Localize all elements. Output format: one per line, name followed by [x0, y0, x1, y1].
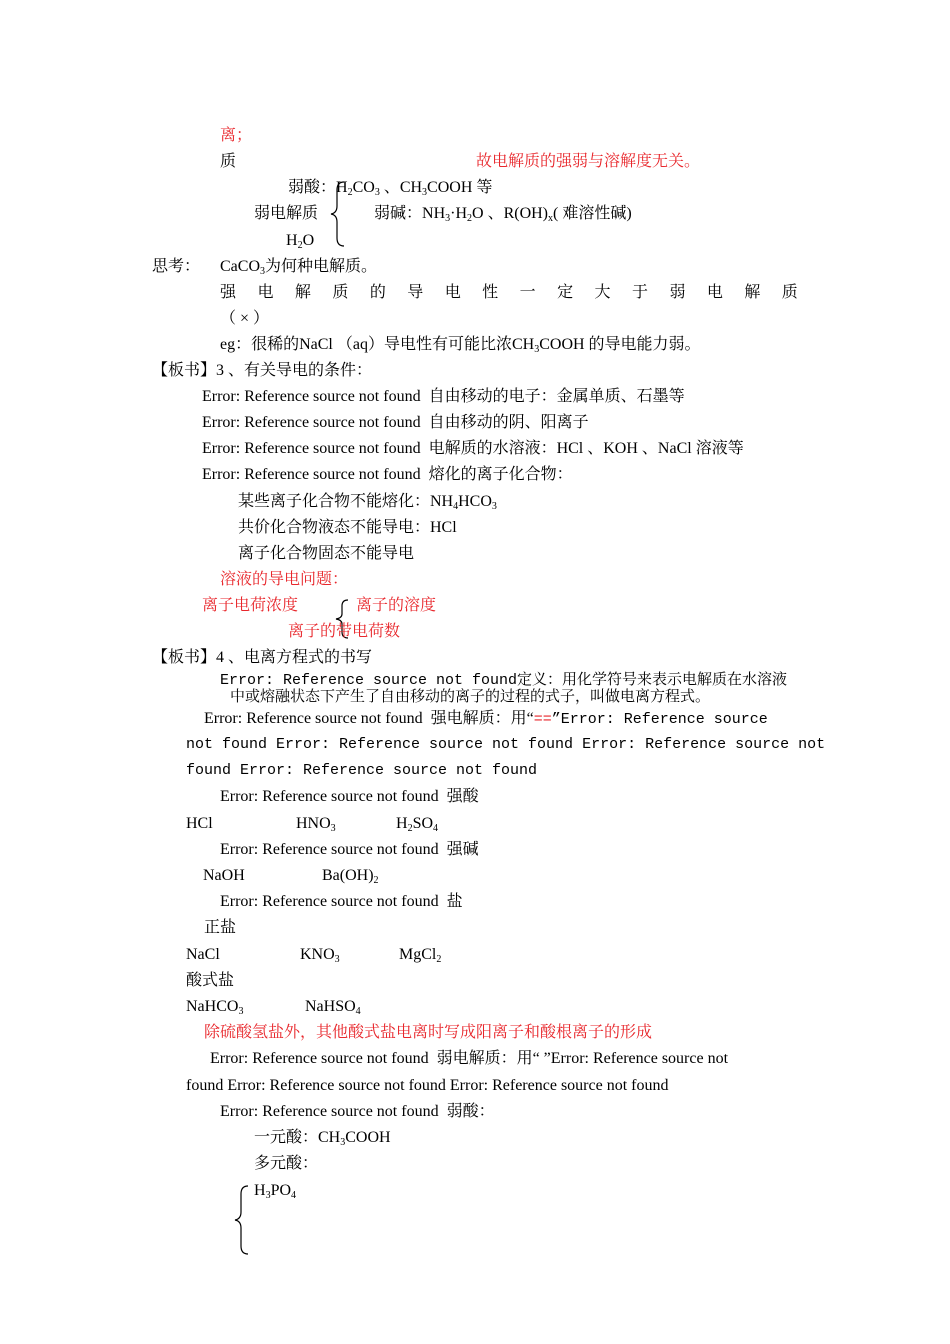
monoprotic-acid: 一元酸：$CH_3COOH$ [254, 1129, 391, 1148]
brace-weak-electrolyte [328, 180, 348, 248]
strong-base-heading: Error: Reference source not found 强碱 [220, 841, 479, 858]
board3-row-2: Error: Reference source not found 自由移动的阴、阳离子 [202, 414, 589, 431]
red-note-solubility: 故电解质的强弱与溶解度无关。 [476, 153, 701, 170]
acid-salt-nahco3: NaHCO$_3$ [186, 998, 244, 1017]
weak-acid-line: 弱酸：$H_2CO_3$ 、$CH_3COOH$ 等 [288, 179, 493, 198]
normal-salt-label: 正盐 [204, 919, 237, 936]
weak-acid-heading: Error: Reference source not found 弱酸： [220, 1103, 495, 1120]
board3-title: 【板书】3 、有关导电的条件： [152, 362, 373, 379]
acid-salt-label: 酸式盐 [186, 972, 235, 989]
weak-electrolyte-cont: found Error: Reference source not found Error: Reference source not found [186, 1077, 669, 1094]
think-statement: 强 电 解 质 的 导 电 性 一 定 大 于 弱 电 解 质 [220, 284, 798, 301]
think-example: eg：很稀的NaCl （aq）导电性有可能比浓$CH_3COOH$ 的导电能力弱。 [220, 336, 701, 355]
text-li: 离； [220, 127, 253, 144]
red-ion-solubility: 离子的溶度 [356, 597, 437, 614]
board3-sub-3: 离子化合物固态不能导电 [238, 545, 415, 562]
board4-definition-1: Error: Reference source not found定义：用化学符号来表示电解质在水溶液 [220, 672, 788, 689]
h3po4-formula: $H_3PO_4$ [254, 1182, 297, 1201]
normal-salt-mgcl2: MgCl$_2$ [399, 946, 442, 965]
strong-acid-hcl: HCl [186, 815, 213, 832]
water-formula: $H_2O$ [286, 232, 315, 251]
normal-salt-kno3: $KNO_3$ [300, 946, 340, 965]
board3-row-4: Error: Reference source not found 熔化的离子化合物： [202, 466, 573, 483]
board3-sub-1: 某些离子化合物不能熔化：$NH_4HCO_3$ [238, 493, 497, 512]
red-ion-charge: 离子的带电荷数 [288, 623, 401, 640]
think-label: 思考： [152, 258, 201, 275]
brace-polyprotic [232, 1184, 252, 1256]
strong-acid-heading: Error: Reference source not found 强酸 [220, 788, 479, 805]
red-acid-salt-note: 除硫酸氢盐外，其他酸式盐电离时写成阳离子和酸根离子的形成 [204, 1024, 653, 1041]
board3-row-3: Error: Reference source not found 电解质的水溶液：HCl 、KOH 、NaCl 溶液等 [202, 440, 744, 457]
strong-acid-h2so4: $H_2SO_4$ [396, 815, 439, 834]
board3-sub-2: 共价化合物液态不能导电：HCl [238, 519, 457, 536]
text-zhi: 质 [220, 153, 237, 170]
weak-electrolyte-label: 弱电解质 [254, 205, 319, 222]
strong-base-baoh2: $Ba(OH)_2$ [322, 867, 379, 886]
strong-electrolyte-cont-2: found Error: Reference source not found [186, 762, 538, 779]
strong-base-naoh: NaOH [203, 867, 245, 884]
salt-heading: Error: Reference source not found 盐 [220, 893, 463, 910]
red-ion-concentration: 离子电荷浓度 [202, 597, 299, 614]
weak-base-line: 弱碱：$NH_3\cdot H_2O$ 、$R(OH)_x$( 难溶性碱) [374, 205, 632, 224]
red-conductivity-question: 溶液的导电问题： [220, 571, 349, 588]
board4-definition-2: 中或熔融状态下产生了自由移动的离子的过程的式子，叫做电离方程式。 [230, 689, 711, 706]
acid-salt-nahso4: NaHSO$_4$ [305, 998, 361, 1017]
strong-electrolyte-cont-1: not found Error: Reference source not found Error: Reference source not [186, 736, 826, 753]
polyprotic-acid-label: 多元酸： [254, 1155, 319, 1172]
board3-row-1: Error: Reference source not found 自由移动的电子：金属单质、石墨等 [202, 388, 685, 405]
strong-acid-hno3: $HNO_3$ [296, 815, 336, 834]
think-answer: （ × ） [220, 310, 270, 327]
normal-salt-nacl: NaCl [186, 946, 220, 963]
weak-electrolyte-line: Error: Reference source not found 弱电解质：用“ ”Error: Reference source not [210, 1050, 729, 1067]
strong-electrolyte-line: Error: Reference source not found 强电解质：用“==”Error: Reference source [204, 710, 768, 728]
think-question: CaCO$_3$为何种电解质。 [220, 258, 378, 277]
board4-title: 【板书】4 、电离方程式的书写 [152, 649, 373, 666]
